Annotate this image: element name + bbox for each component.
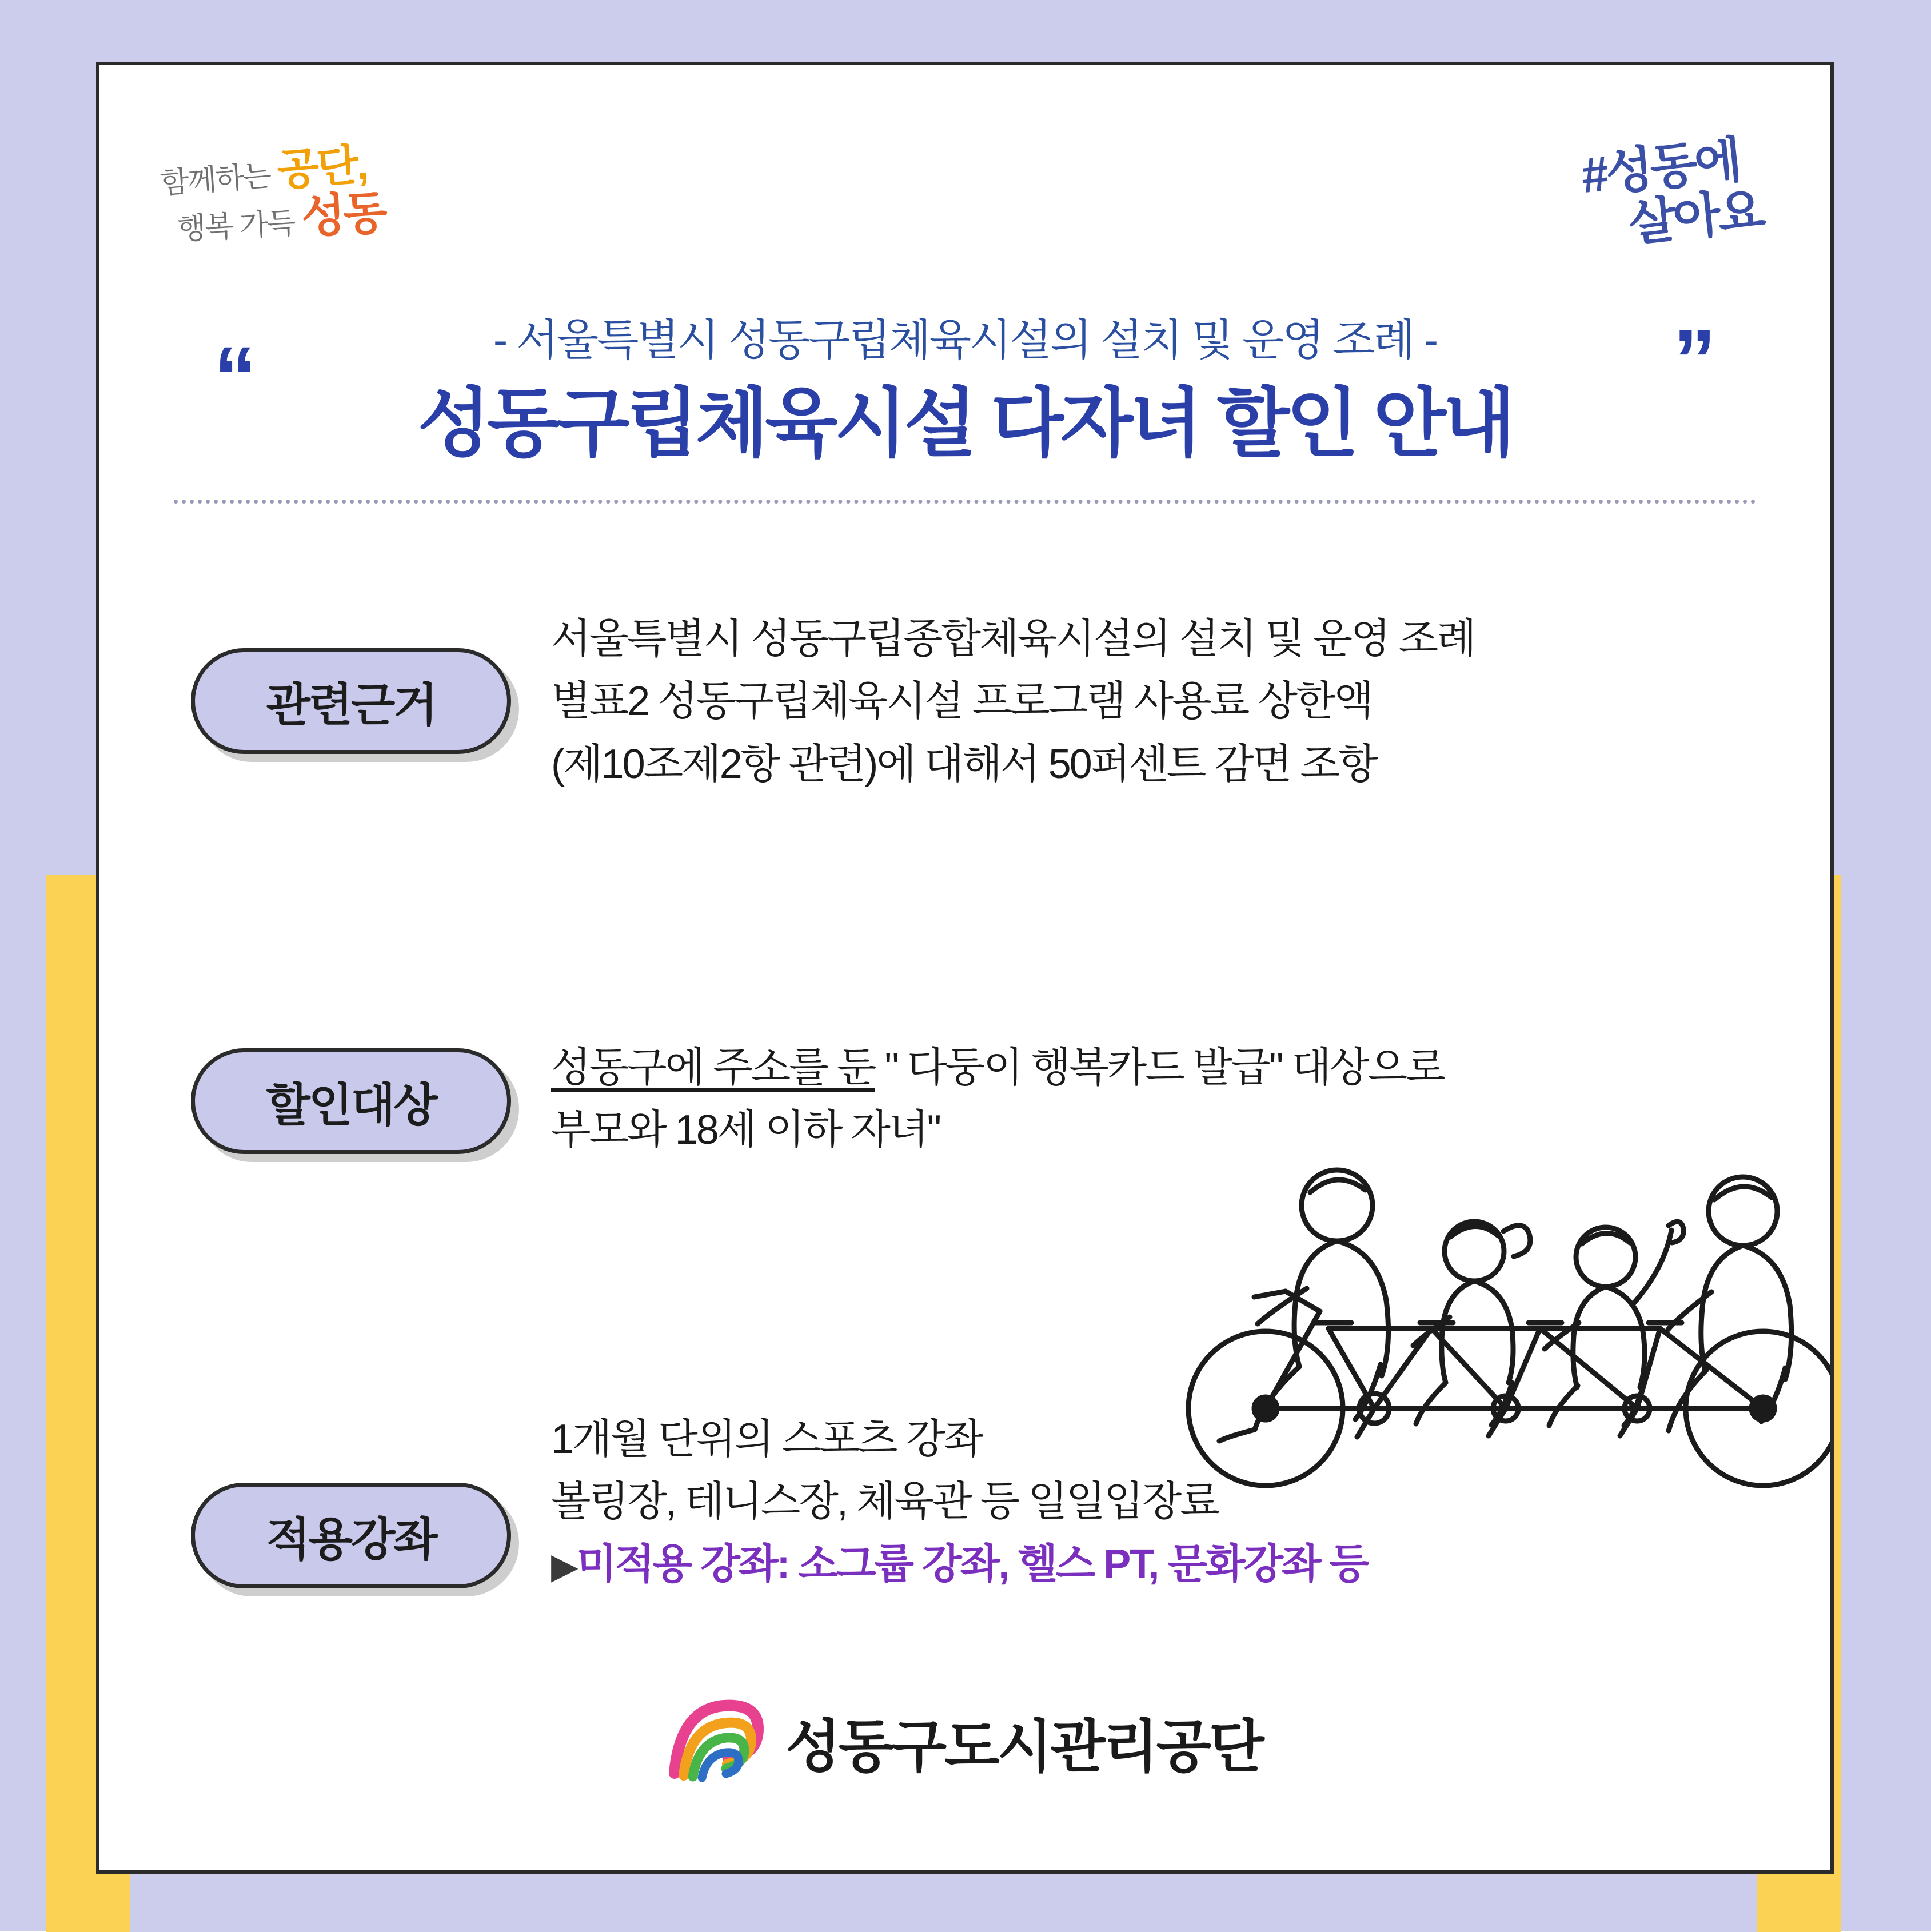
related-basis-line-1: 서울특별시 성동구립종합체육시설의 설치 및 운영 조례 bbox=[551, 616, 1475, 662]
applicable-courses-line-2: 볼링장, 테니스장, 체육관 등 일일입장료 bbox=[551, 1479, 1218, 1525]
quote-open-mark: “ bbox=[214, 329, 257, 425]
poster-card bbox=[96, 62, 1834, 1874]
organization-name: 성동구도시관리공단 bbox=[785, 1715, 1262, 1779]
poster-subtitle: - 서울특별시 성동구립체육시설의 설치 및 운영 조례 - bbox=[493, 316, 1437, 365]
sdhub-logo-icon bbox=[668, 1699, 765, 1785]
applicable-courses-line-3 bbox=[551, 1534, 1780, 1596]
brand-logo-line2-big: 성동 bbox=[300, 187, 386, 243]
discount-target-line-2: 부모와 18세 이하 자녀" bbox=[551, 1107, 940, 1153]
applicable-courses-line-1: 1개월 단위의 스포츠 강좌 bbox=[551, 1416, 982, 1462]
section-label-discount-target: 할인대상 bbox=[191, 1048, 511, 1154]
page-title: 성동구립체육시설 다자녀 할인 안내 bbox=[417, 381, 1513, 465]
discount-target-underlined: 성동구에 주소를 둔 bbox=[551, 1045, 875, 1091]
section-label-applicable-courses: 적용강좌 bbox=[191, 1483, 511, 1588]
related-basis-line-2: 별표2 성동구립체육시설 프로그램 사용료 상한액 bbox=[551, 678, 1373, 725]
hashtag-line2: 살아요 bbox=[1626, 182, 1765, 252]
hashtag-line1: #성동에 bbox=[1578, 132, 1742, 204]
section-body-related-basis bbox=[551, 608, 1763, 796]
brand-logo-line1-big: 공단, bbox=[275, 140, 368, 195]
discount-target-line1-rest: " 다둥이 행복카드 발급" 대상으로 bbox=[875, 1045, 1444, 1091]
campaign-hashtag bbox=[1465, 128, 1765, 252]
divider-dotted bbox=[174, 500, 1756, 504]
section-label-related-basis: 관련근거 bbox=[191, 648, 511, 754]
discount-target-line-1 bbox=[551, 1037, 1780, 1099]
brand-logo-line2-small: 행복 가득 bbox=[176, 206, 296, 246]
seongdong-brand-logo bbox=[159, 131, 457, 246]
section-body-applicable-courses bbox=[551, 1408, 1780, 1596]
footer-organization bbox=[99, 1699, 1830, 1785]
brand-logo-line2 bbox=[175, 176, 386, 253]
excluded-courses-text: 미적용 강좌: 소그룹 강좌, 헬스 PT, 문화강좌 등 bbox=[576, 1541, 1368, 1587]
related-basis-line-3: (제10조제2항 관련)에 대해서 50퍼센트 감면 조항 bbox=[551, 741, 1377, 787]
triangle-right-icon: ▶ bbox=[551, 1546, 577, 1586]
brand-logo-line1-small: 함께하는 bbox=[159, 159, 272, 201]
quote-close-mark: ” bbox=[1673, 312, 1716, 408]
